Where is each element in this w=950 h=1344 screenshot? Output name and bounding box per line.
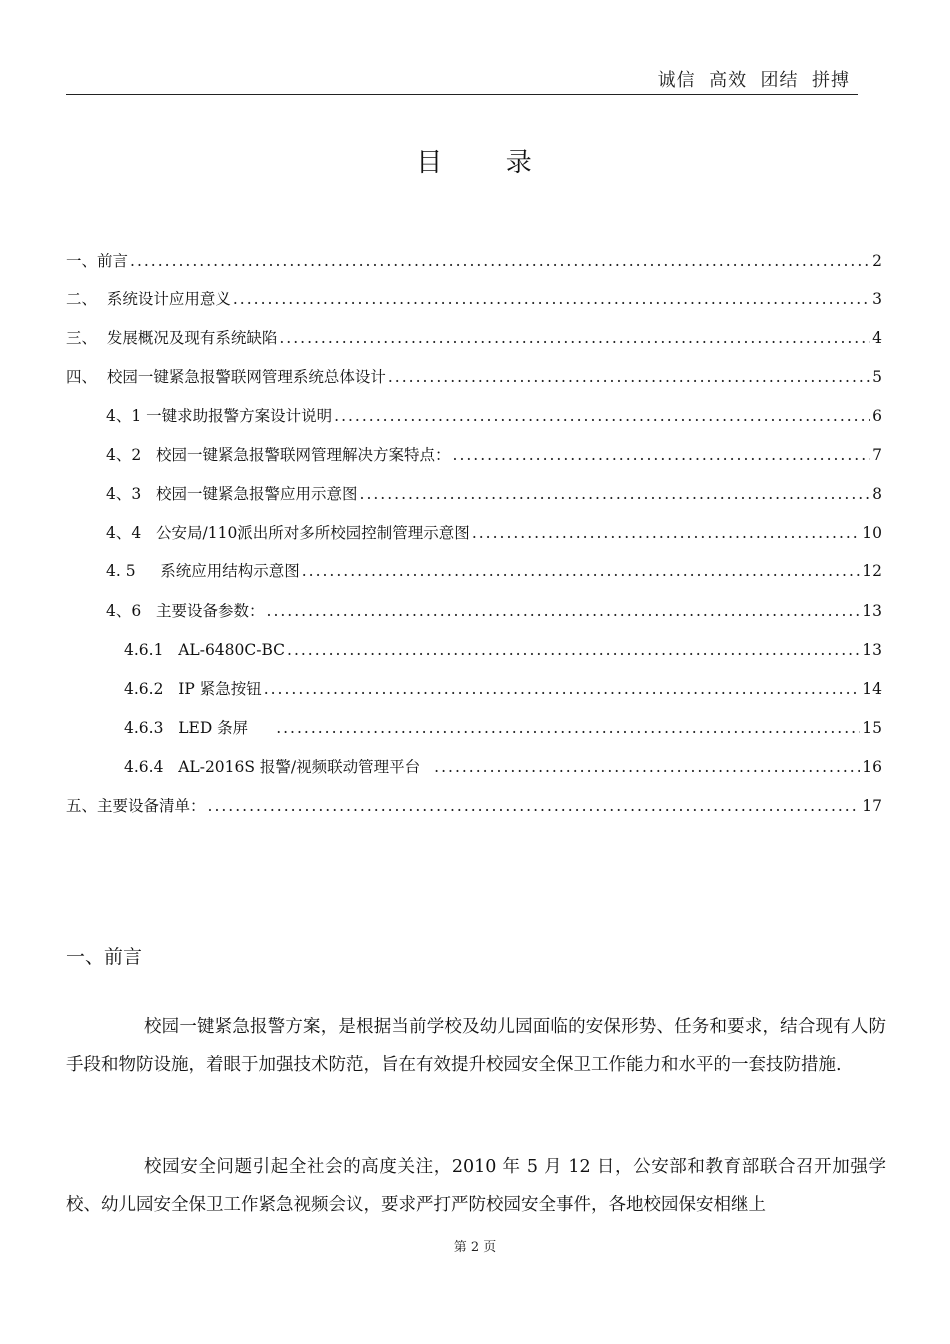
toc-entry-page: 7 — [872, 446, 882, 464]
toc-entry[interactable] — [124, 755, 882, 779]
toc-entry[interactable] — [106, 404, 882, 428]
toc-leader — [130, 249, 870, 273]
toc-entry-label: 4、3 校园一键紧急报警应用示意图 — [106, 485, 358, 503]
toc-entry[interactable] — [66, 365, 882, 389]
toc-entry-page: 2 — [872, 252, 882, 270]
toc-entry-page: 6 — [872, 407, 882, 425]
toc-leader — [287, 638, 860, 662]
toc-entry-page: 3 — [872, 290, 882, 308]
toc-entry[interactable] — [124, 716, 882, 740]
toc-leader — [233, 287, 870, 311]
toc-entry-label: 4、4 公安局/110派出所对多所校园控制管理示意图 — [106, 524, 470, 542]
toc-leader — [453, 443, 871, 467]
toc-entry[interactable] — [124, 677, 882, 701]
toc-entry-page: 15 — [862, 719, 882, 737]
toc-entry[interactable] — [106, 521, 882, 545]
toc-entry-label: 4.6.4 AL-2016S 报警/视频联动管理平台 — [124, 758, 421, 776]
toc-entry-page: 12 — [862, 562, 882, 580]
toc-entry-page: 17 — [862, 797, 882, 815]
body-paragraph: 校园安全问题引起全社会的高度关注，2010 年 5 月 12 日，公安部和教育部联合召开加强学校、幼儿园安全保卫工作紧急视频会议，要求严打严防校园安全事件，各地校园保安相继上 — [66, 1157, 886, 1215]
toc-entry-page: 5 — [872, 368, 882, 386]
toc-entry-label: 4、1 一键求助报警方案设计说明 — [106, 407, 333, 425]
toc-entry-label: 4、2 校园一键紧急报警联网管理解决方案特点： — [106, 446, 451, 464]
toc-entry-label: 二、 系统设计应用意义 — [66, 290, 231, 308]
toc-entry[interactable] — [124, 638, 882, 662]
toc-entry-label: 4. 5 系统应用结构示意图 — [106, 562, 300, 580]
header-rule — [66, 94, 858, 95]
toc-leader — [472, 521, 860, 545]
toc-leader — [334, 404, 870, 428]
toc-entry[interactable] — [66, 249, 882, 273]
toc-entry[interactable] — [66, 287, 882, 311]
toc-leader — [434, 755, 860, 779]
toc-leader — [276, 716, 860, 740]
header-motto: 诚信 高效 团结 拼搏 — [657, 70, 850, 91]
toc-entry[interactable] — [106, 559, 882, 583]
toc-entry-label: 4.6.1 AL-6480C-BC — [124, 641, 286, 659]
toc-leader — [360, 482, 871, 506]
toc-entry[interactable] — [106, 443, 882, 467]
toc-entry-label: 五、主要设备清单： — [66, 797, 206, 815]
toc-leader — [208, 794, 861, 818]
toc-entry-label: 四、 校园一键紧急报警联网管理系统总体设计 — [66, 368, 386, 386]
toc-entry-page: 13 — [862, 602, 882, 620]
toc-entry[interactable] — [66, 794, 882, 818]
toc-entry-page: 13 — [862, 641, 882, 659]
page-number: 第 2 页 — [453, 1240, 497, 1255]
toc-entry-label: 4、6 主要设备参数： — [106, 602, 265, 620]
toc-leader — [388, 365, 870, 389]
toc-entry[interactable] — [106, 599, 882, 623]
section-heading: 一、前言 — [66, 946, 143, 968]
toc-entry-page: 16 — [862, 758, 882, 776]
toc-title: 目 录 — [416, 148, 534, 178]
toc-entry-label: 4.6.3 LED 条屏 — [124, 719, 249, 737]
toc-entry-page: 10 — [862, 524, 882, 542]
toc-leader — [302, 559, 861, 583]
toc-leader — [267, 599, 861, 623]
toc-entry[interactable] — [106, 482, 882, 506]
toc-entry-page: 8 — [872, 485, 882, 503]
toc-entry-page: 4 — [872, 329, 882, 347]
toc-entry-label: 三、 发展概况及现有系统缺陷 — [66, 329, 278, 347]
toc-entry[interactable] — [66, 326, 882, 350]
toc-entry-label: 4.6.2 IP 紧急按钮 — [124, 680, 262, 698]
toc-leader — [264, 677, 861, 701]
toc-entry-label: 一、前言 — [66, 252, 129, 270]
toc-leader — [279, 326, 870, 350]
toc-entry-page: 14 — [862, 680, 882, 698]
body-paragraph: 校园一键紧急报警方案，是根据当前学校及幼儿园面临的安保形势、任务和要求，结合现有人防手段和物防设施，着眼于加强技术防范，旨在有效提升校园安全保卫工作能力和水平的一套技防措施. — [66, 1017, 886, 1075]
